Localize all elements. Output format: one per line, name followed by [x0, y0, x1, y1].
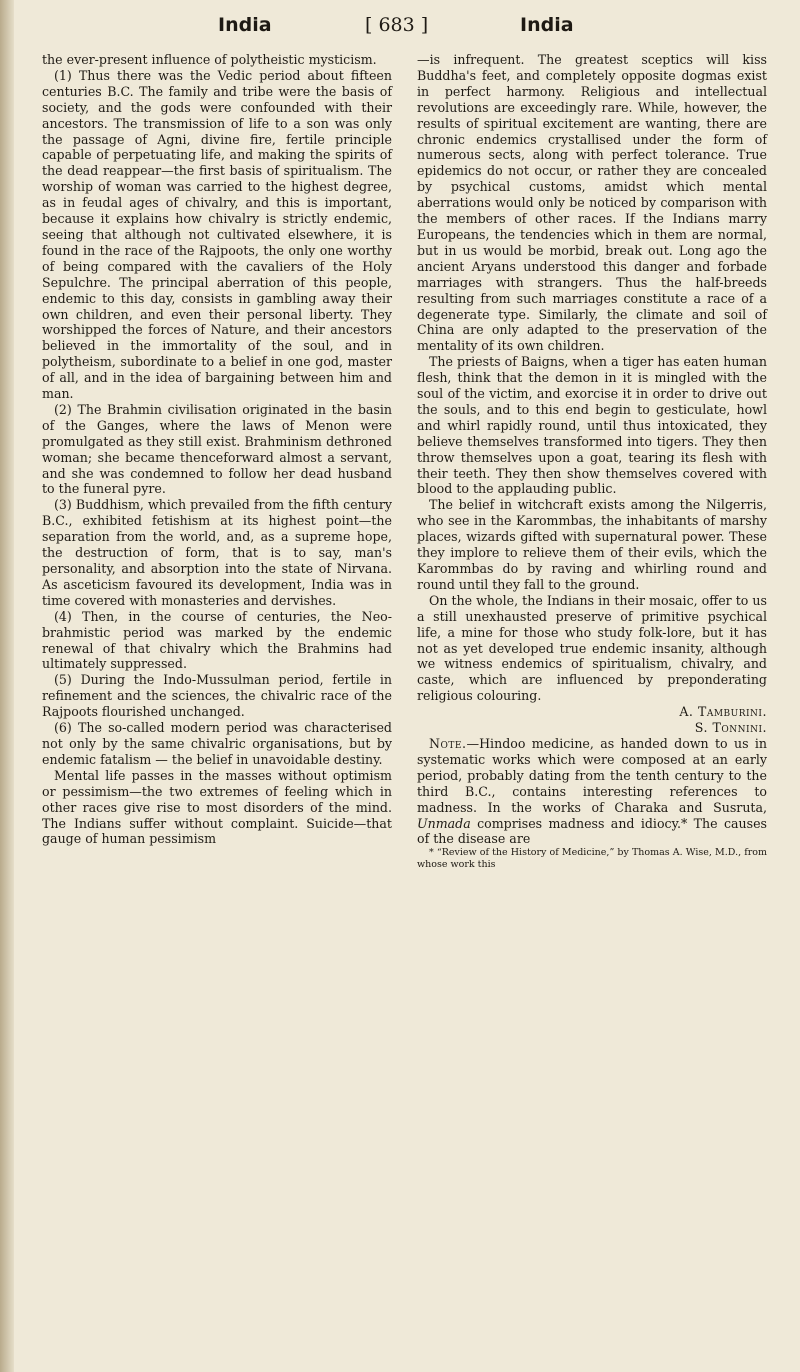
note-text-continued: comprises madness and idiocy.* The causes of the disease are [417, 815, 767, 847]
author-signature: S. Tonnini. [694, 720, 767, 736]
paragraph: (5) During the Indo-Mussulman period, fertile in refinement and the sciences, the chivalric race of the Rajpoots flourished unchanged. [42, 672, 392, 720]
paragraph: Mental life passes in the masses without optimism or pessimism—the two extremes of feeling which in other races give rise to most disorders of the mind. The Indians suffer without complaint. Suicide—that gauge of human pessimism [42, 767, 392, 847]
note-label: Note. [429, 735, 467, 751]
header-right-title: India [520, 14, 574, 36]
page-binding-edge [0, 0, 14, 1372]
header-left-title: India [218, 14, 272, 36]
paragraph: (3) Buddhism, which prevailed from the fifth century B.C., exhibited fetishism at its highest point—the separation from the world, and, as a supreme hope, the destruction of form, that is to say, man's personality, and absorption into the state of Nirvana. As asceticism favoured its development, India was in time covered with monasteries and dervishes. [42, 497, 392, 608]
footnote: * “Review of the History of Medicine,” by Thomas A. Wise, M.D., from whose work this [417, 847, 767, 871]
page-number: [ 683 ] [365, 14, 429, 36]
note-paragraph [417, 736, 767, 847]
author-signature: A. Tamburini. [679, 704, 767, 720]
left-column [42, 52, 392, 847]
running-header [0, 10, 800, 40]
paragraph: The belief in witchcraft exists among the Nilgerris, who see in the Karommbas, the inhabitants of marshy places, wizards gifted with supernatural power. These they implore to relieve them of their evils, which the Karommbas do by raving and whirling round and round until they fall to the ground. [417, 497, 767, 592]
right-column [417, 52, 767, 871]
paragraph: the ever-present influence of polytheistic mysticism. [42, 52, 377, 67]
paragraph: (1) Thus there was the Vedic period about fifteen centuries B.C. The family and tribe were the basis of society, and the gods were confounded with their ancestors. The transmission of life to a son was only the passage of Agni, divine fire, fertile principle capable of perpetuating life, and making the spirits of the dead reappear—the first basis of spiritualism. The worship of woman was carried to the highest degree, as in feudal ages of chivalry, and this is important, because it explains how chivalry is strictly endemic, seeing that although not cultivated elsewhere, it is found in the race of the Rajpoots, the only one worthy of being compared with the cavaliers of the Holy Sepulchre. The principal aberration of this people, endemic to this day, consists in gambling away their own children, and even their personal liberty. They worshipped the forces of Nature, and their ancestors believed in the immortality of the soul, and in polytheism, subordinate to a belief in one god, master of all, and in the idea of bargaining between him and man. [42, 67, 392, 402]
paragraph: (4) Then, in the course of centuries, the Neo-brahmistic period was marked by the endemic renewal of that chivalry which the Brahmins had ultimately suppressed. [42, 608, 392, 672]
paragraph: (2) The Brahmin civilisation originated in the basin of the Ganges, where the laws of Menon were promulgated as they still exist. Brahminism dethroned woman; she became thenceforward almost a servant, and she was condemned to follow her dead husband to the funeral pyre. [42, 401, 392, 497]
note-italic-term: Unmada [417, 815, 471, 831]
paragraph: —is infrequent. The greatest sceptics will kiss Buddha's feet, and completely opposite dogmas exist in perfect harmony. Religious and intellectual revolutions are exceedingly rare. While, however, the results of spiritual excitement are wanting, there are chronic endemics crystallised under the form of numerous sects, along with perfect tolerance. True epidemics do not occur, or rather they are concealed by psychical customs, amidst which mental aberrations would only be noticed by comparison with the members of other races. If the Indians marry Europeans, the tendencies which in them are normal, but in us would be morbid, break out. Long ago the ancient Aryans understood this danger and forbade marriages with strangers. Thus the half-breeds resulting from such marriages constitute a race of a degenerate type. Similarly, the climate and soil of China are only adapted to the preservation of the mentality of its own children. [417, 52, 767, 354]
paragraph: On the whole, the Indians in their mosaic, offer to us a still unexhausted preserve of primitive psychical life, a mine for those who study folk-lore, but it has not as yet developed true endemic insanity, although we witness endemics of spiritualism, chivalry, and caste, which are influenced by preponderating religious colouring. [417, 592, 767, 704]
paragraph: (6) The so-called modern period was characterised not only by the same chivalric organisations, but by endemic fatalism — the belief in unavoidable destiny. [42, 720, 392, 767]
note-text: —Hindoo medicine, as handed down to us in systematic works which were composed at an early period, probably dating from the tenth century to the third B.C., contains interesting references to madness. In the works of Charaka and Susruta, [417, 735, 767, 815]
paragraph: The priests of Baigns, when a tiger has eaten human flesh, think that the demon in it is mingled with the soul of the victim, and exorcise it in order to drive out the souls, and to this end begin to gesticulate, howl and whirl rapidly round, until thus intoxicated, they believe themselves transformed into tigers. They then throw themselves upon a goat, tearing its flesh with their teeth. They then show themselves covered with blood to the applauding public. [417, 354, 767, 497]
